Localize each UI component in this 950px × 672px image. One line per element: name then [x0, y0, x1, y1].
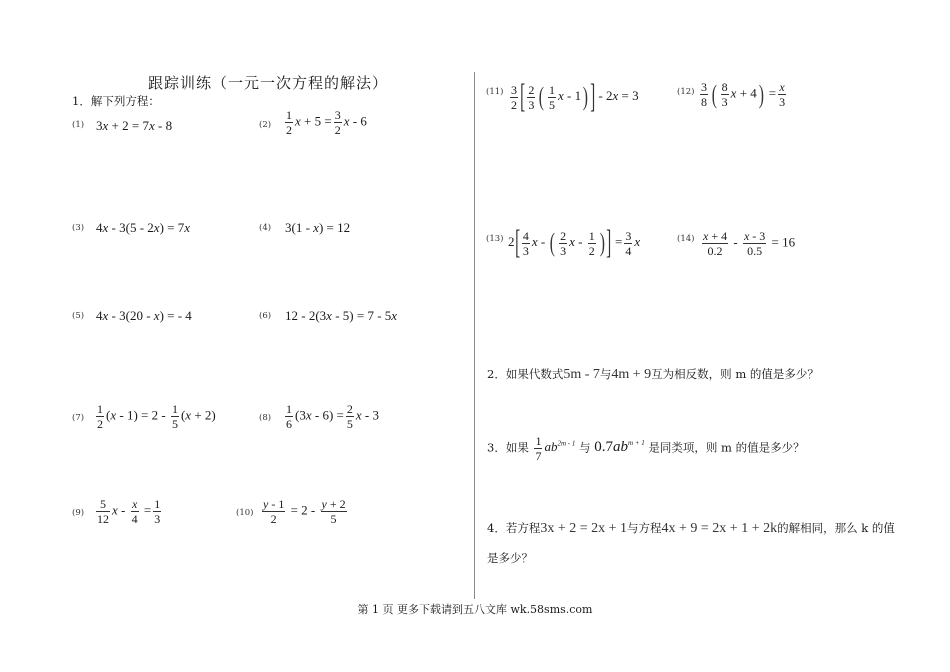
problem-number-9: (9) — [72, 508, 85, 518]
question-3-text-end: 是同类项，则 m 的值是多少？ — [648, 440, 805, 455]
problem-number-5: (5) — [72, 311, 85, 321]
equation-2: $\frac{1}{2}$ x + 5 = $\frac{3}{2}$ x - 6 — [286, 108, 367, 137]
equation-11: $\frac{3}{2}$ [ $\frac{2}{3}$ ( $\frac{1}{5}$ x - 1)] - 2x = 3 — [511, 78, 639, 115]
problem-number-1: (1) — [72, 120, 85, 130]
problem-number-3: (3) — [72, 223, 85, 233]
question-3-text-start: 3．如果 — [487, 440, 529, 455]
expression-4m-9: 4m + 9 — [611, 367, 652, 382]
monomial-1: $\frac{1}{7}$ $ab^{2m - 1}$ — [535, 434, 576, 463]
question-4-text-start: 4．若方程 — [487, 521, 541, 535]
question-3 — [487, 434, 805, 463]
problem-number-14: (14) — [677, 234, 695, 244]
equation-7: $\frac{1}{2}$ (x - 1) = 2 - $\frac{1}{5}$ (x + 2) — [97, 402, 216, 431]
question-4 — [487, 520, 895, 537]
equation-5: 4x - 3(20 - x) = - 4 — [96, 308, 192, 323]
equation-9: $\frac{5}{12}$ x - $\frac{x}{4}$ = $\frac{1}{3}$ — [97, 497, 161, 526]
column-divider — [474, 72, 475, 599]
problem-number-4: (4) — [259, 223, 272, 233]
problem-number-7: (7) — [72, 413, 85, 423]
equation-6: 12 - 2(3x - 5) = 7 - 5x — [285, 308, 398, 323]
equation-13: 2[ $\frac{4}{3}$ x - ( $\frac{2}{3}$ x - $\frac{1}{2}$ )] = $\frac{3}{4}$ x — [508, 224, 641, 261]
page-footer: 第 1 页 更多下载请到五八文库 wk.58sms.com — [357, 603, 593, 616]
equation-4: 3(1 - x) = 12 — [285, 220, 351, 235]
question-2-text-start: 2．如果代数式 — [487, 367, 564, 381]
question-3-connector: 与 — [579, 440, 591, 455]
page-title: 跟踪训练（一元一次方程的解法） — [148, 74, 389, 92]
equation-4b: 4x + 9 = 2x + 1 + 2k — [661, 521, 778, 536]
question-2 — [487, 366, 819, 383]
question-2-connector: 与 — [599, 367, 612, 381]
problem-number-6: (6) — [259, 311, 272, 321]
expression-5m-7: 5m - 7 — [563, 367, 600, 382]
equation-4a: 3x + 2 = 2x + 1 — [540, 521, 628, 536]
monomial-2: $0.7ab^{m + 1}$ — [594, 439, 645, 456]
problem-number-2: (2) — [259, 120, 272, 130]
problem-number-13: (13) — [486, 234, 504, 244]
question-4-continuation: 是多少？ — [487, 551, 533, 565]
question-4-connector: 与方程 — [627, 521, 662, 535]
problem-number-8: (8) — [259, 413, 272, 423]
equation-8: $\frac{1}{6}$ (3x - 6) = $\frac{2}{5}$ x - 3 — [286, 402, 379, 431]
problem-number-10: (10) — [236, 508, 254, 518]
equation-10: $\frac{y - 1}{2}$ = 2 - $\frac{y + 2}{5}$ — [263, 497, 346, 526]
question-2-text-end: 互为相反数，则 m 的值是多少？ — [651, 367, 819, 381]
problem-number-12: (12) — [677, 87, 695, 97]
question-4-text-end: 的解相同，那么 k 的值 — [777, 521, 895, 535]
equation-3: 4x - 3(5 - 2x) = 7x — [96, 220, 191, 235]
equation-1: 3x + 2 = 7x - 8 — [96, 118, 173, 133]
equation-14: $\frac{x + 4}{0.2}$ - $\frac{x - 3}{0.5}$ = 16 — [703, 229, 796, 258]
equation-12: $\frac{3}{8}$ ( $\frac{8}{3}$ x + 4) = $\frac{x}{3}$ — [701, 79, 786, 109]
problem-number-11: (11) — [486, 87, 504, 97]
question-1-heading: 1．解下列方程： — [72, 94, 160, 108]
